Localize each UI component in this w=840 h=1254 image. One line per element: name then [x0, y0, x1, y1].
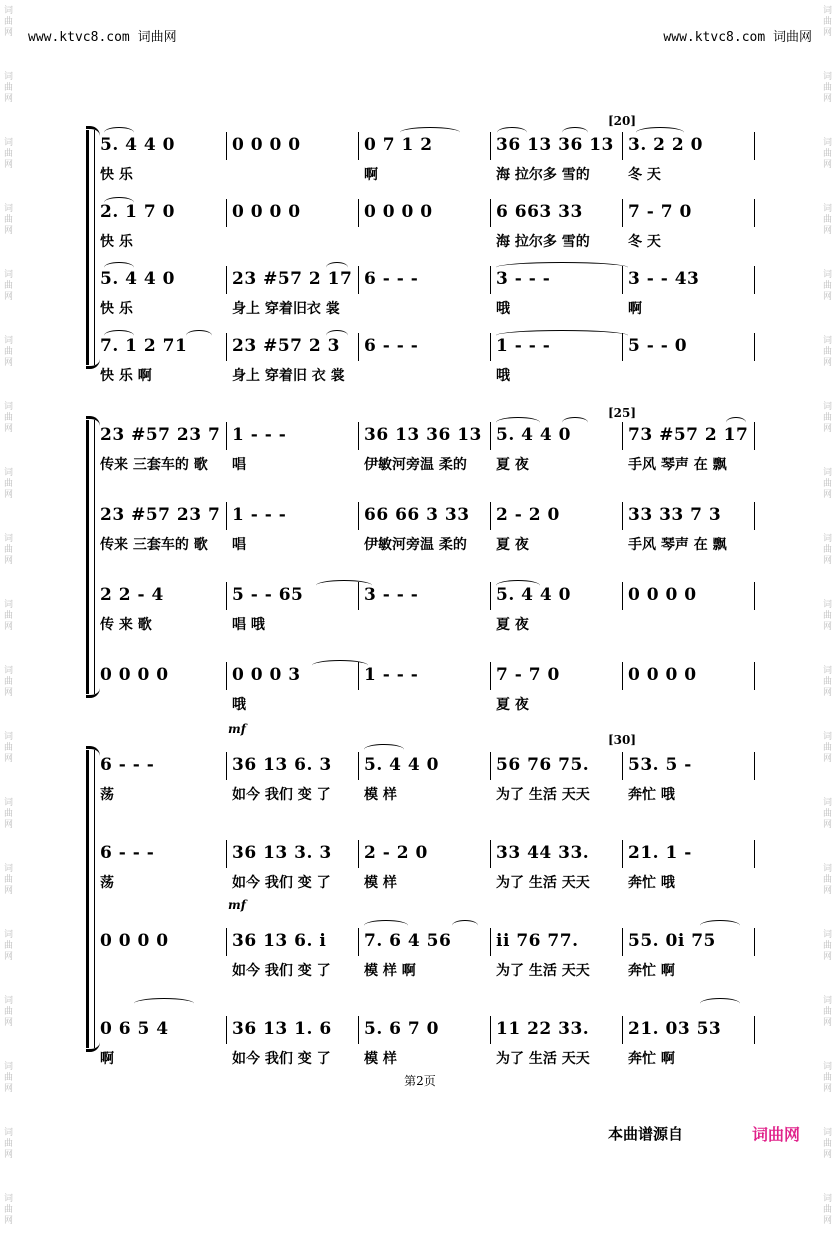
- lyric-text: 哦: [232, 697, 246, 713]
- measure: 5. 4 4 0: [496, 425, 571, 445]
- barline: [754, 502, 755, 530]
- staff-part-2: [86, 197, 754, 257]
- lyric-text: 为了 生活 天天: [496, 787, 590, 803]
- lyric-text: 唱: [232, 457, 246, 473]
- slur-mark: [700, 920, 740, 931]
- measure: 53. 5 -: [628, 755, 692, 775]
- lyric-text: 唱: [232, 537, 246, 553]
- watermark-glyph: 词 曲 网: [823, 666, 833, 698]
- measure: 3. 2 2 0: [628, 135, 703, 155]
- lyric-text: 奔忙 啊: [628, 963, 675, 979]
- score-system: [86, 130, 754, 384]
- lyric-text: 荡: [100, 875, 114, 891]
- lyrics-row: [98, 164, 754, 186]
- watermark-glyph: 词 曲 网: [823, 930, 833, 962]
- measure: 21. 03 53: [628, 1019, 722, 1039]
- score-system: [86, 420, 754, 713]
- notation-row: [98, 750, 754, 780]
- measure: 5. 4 4 0: [100, 135, 175, 155]
- lyric-text: 为了 生活 天天: [496, 963, 590, 979]
- barline: [490, 928, 491, 956]
- barline: [226, 1016, 227, 1044]
- slur-mark: [562, 417, 588, 428]
- barline: [754, 266, 755, 294]
- measure: 6 - - -: [364, 269, 419, 289]
- measure: 0 0 0 0: [100, 931, 169, 951]
- notation-row: [98, 580, 754, 610]
- measure: 0 0 0 0: [364, 202, 433, 222]
- watermark-glyph: 词 曲 网: [823, 798, 833, 830]
- watermark-glyph: 词 曲 网: [823, 864, 833, 896]
- barline: [754, 422, 755, 450]
- watermark-glyph: 词 曲 网: [4, 666, 14, 698]
- lyrics-row: [98, 534, 754, 556]
- lyric-text: 传来 三套车的 歌: [100, 457, 208, 473]
- lyric-text: 夏 夜: [496, 537, 529, 553]
- barline: [226, 266, 227, 294]
- notation-row: [98, 1014, 754, 1044]
- dynamic-mf-2: mf: [228, 898, 246, 912]
- barline: [622, 502, 623, 530]
- lyric-text: 啊: [100, 1051, 114, 1067]
- slur-mark: [326, 330, 348, 341]
- lyric-text: 海 拉尔多 雪的: [496, 234, 590, 250]
- measure: 0 0 0 0: [628, 585, 697, 605]
- watermark-glyph: 词 曲 网: [823, 204, 833, 236]
- measure: 0 0 0 0: [232, 135, 301, 155]
- measure: 36 13 1. 6: [232, 1019, 332, 1039]
- barline: [754, 752, 755, 780]
- staff-part-3: [86, 926, 754, 986]
- measure: 33 33 7 3: [628, 505, 722, 525]
- lyric-text: 快 乐: [100, 234, 133, 250]
- lyric-text: 奔忙 啊: [628, 1051, 675, 1067]
- lyrics-row: [98, 454, 754, 476]
- lyric-text: 奔忙 哦: [628, 787, 675, 803]
- measure: 5. 6 7 0: [364, 1019, 439, 1039]
- watermark-glyph: 词 曲 网: [823, 138, 833, 170]
- watermark-glyph: 词 曲 网: [823, 402, 833, 434]
- slur-mark: [562, 127, 588, 138]
- page-number: 第2页: [404, 1074, 436, 1088]
- watermark-glyph: 词 曲 网: [4, 930, 14, 962]
- barline: [490, 422, 491, 450]
- barline: [622, 928, 623, 956]
- lyrics-row: [98, 694, 754, 716]
- lyric-text: 手风 琴声 在 飘: [628, 457, 727, 473]
- notation-row: [98, 197, 754, 227]
- lyric-text: 伊敏河旁温 柔的: [364, 457, 467, 473]
- barline: [490, 502, 491, 530]
- barline: [358, 422, 359, 450]
- measure: 1 - - -: [364, 665, 419, 685]
- barline: [490, 752, 491, 780]
- rehearsal-mark-30: [30]: [608, 733, 637, 747]
- measure: 2 2 - 4: [100, 585, 164, 605]
- slur-mark: [364, 920, 408, 931]
- watermark-glyph: 词 曲 网: [823, 72, 833, 104]
- slur-mark: [452, 920, 478, 931]
- notation-row: [98, 264, 754, 294]
- lyrics-row: [98, 614, 754, 636]
- watermark-glyph: 词 曲 网: [823, 1128, 833, 1160]
- staff-part-3: [86, 580, 754, 640]
- barline: [358, 752, 359, 780]
- slur-mark: [312, 660, 368, 671]
- footer-site-link[interactable]: 词曲网: [752, 1125, 801, 1144]
- slur-mark: [104, 262, 134, 273]
- slur-mark: [400, 127, 460, 138]
- watermark-glyph: 词 曲 网: [823, 336, 833, 368]
- slur-mark: [364, 744, 404, 755]
- measure: 23 #57 2 17: [232, 269, 353, 289]
- lyric-text: 手风 琴声 在 飘: [628, 537, 727, 553]
- slur-mark: [104, 330, 134, 341]
- slur-mark: [700, 998, 740, 1009]
- watermark-glyph: 词 曲 网: [823, 270, 833, 302]
- measure: 7 - 7 0: [628, 202, 692, 222]
- lyric-text: 传来 三套车的 歌: [100, 537, 208, 553]
- measure: 3 - - -: [496, 269, 551, 289]
- measure: 5. 4 4 0: [364, 755, 439, 775]
- slur-mark: [496, 262, 628, 273]
- lyric-text: 冬 天: [628, 167, 661, 183]
- lyric-text: 模 样 啊: [364, 963, 416, 979]
- lyric-text: 如今 我们 变 了: [232, 787, 331, 803]
- barline: [358, 333, 359, 361]
- barline: [754, 928, 755, 956]
- footer-source-label: 本曲谱源自: [608, 1125, 684, 1143]
- staff-part-4: [86, 1014, 754, 1074]
- watermark-glyph: 词 曲 网: [4, 204, 14, 236]
- lyrics-row: [98, 784, 754, 806]
- lyrics-row: [98, 231, 754, 253]
- lyric-text: 奔忙 哦: [628, 875, 675, 891]
- lyric-text: 传 来 歌: [100, 617, 152, 633]
- notation-row: [98, 420, 754, 450]
- measure: 7. 6 4 56: [364, 931, 452, 951]
- watermark-glyph: 词 曲 网: [4, 138, 14, 170]
- lyric-text: 为了 生活 天天: [496, 1051, 590, 1067]
- measure: 0 0 0 0: [232, 202, 301, 222]
- barline: [622, 422, 623, 450]
- measure: 5 - - 0: [628, 336, 688, 356]
- slur-mark: [496, 580, 540, 591]
- watermark-glyph: 词 曲 网: [823, 600, 833, 632]
- measure: 36 13 6. i: [232, 931, 327, 951]
- slur-mark: [496, 330, 628, 341]
- rehearsal-mark-25: [25]: [608, 406, 637, 420]
- measure: 5. 4 4 0: [100, 269, 175, 289]
- barline: [490, 333, 491, 361]
- barline: [226, 132, 227, 160]
- watermark-glyph: 词 曲 网: [4, 1194, 14, 1226]
- lyric-text: 哦: [496, 301, 510, 317]
- measure: 7. 1 2 71: [100, 336, 188, 356]
- slur-mark: [134, 998, 194, 1009]
- measure: 6 - - -: [364, 336, 419, 356]
- barline: [490, 582, 491, 610]
- staff-part-4: [86, 660, 754, 720]
- slur-mark: [496, 417, 540, 428]
- watermark-glyph: 词 曲 网: [4, 732, 14, 764]
- slur-mark: [636, 127, 684, 138]
- barline: [226, 752, 227, 780]
- watermark-glyph: 词 曲 网: [823, 996, 833, 1028]
- barline: [358, 928, 359, 956]
- barline: [358, 266, 359, 294]
- watermark-glyph: 词 曲 网: [4, 6, 14, 38]
- lyric-text: 如今 我们 变 了: [232, 1051, 331, 1067]
- measure: 5. 4 4 0: [496, 585, 571, 605]
- watermark-right: [823, 0, 837, 1254]
- measure: 6 663 33: [496, 202, 583, 222]
- measure: 2 - 2 0: [364, 843, 428, 863]
- measure: 73 #57 2 17: [628, 425, 749, 445]
- measure: 0 0 0 0: [628, 665, 697, 685]
- measure: 6 - - -: [100, 755, 155, 775]
- measure: 23 #57 23 7: [100, 425, 221, 445]
- barline: [754, 840, 755, 868]
- lyrics-row: [98, 872, 754, 894]
- barline: [490, 840, 491, 868]
- lyric-text: 夏 夜: [496, 697, 529, 713]
- slur-mark: [497, 127, 527, 138]
- measure: 66 66 3 33: [364, 505, 470, 525]
- measure: 36 13 36 13: [496, 135, 614, 155]
- barline: [226, 199, 227, 227]
- staff-part-1: [86, 420, 754, 480]
- staff-part-1: [86, 130, 754, 190]
- staff-part-2: [86, 500, 754, 560]
- measure: 7 - 7 0: [496, 665, 560, 685]
- measure: 36 13 36 13: [364, 425, 482, 445]
- barline: [754, 333, 755, 361]
- measure: ii 76 77.: [496, 931, 579, 951]
- barline: [226, 662, 227, 690]
- header-url-left[interactable]: www.ktvc8.com 词曲网: [28, 30, 177, 45]
- measure: 6 - - -: [100, 843, 155, 863]
- barline: [754, 662, 755, 690]
- measure: 3 - - -: [364, 585, 419, 605]
- lyric-text: 唱 哦: [232, 617, 265, 633]
- watermark-glyph: 词 曲 网: [4, 72, 14, 104]
- lyric-text: 模 样: [364, 875, 397, 891]
- barline: [622, 199, 623, 227]
- barline: [622, 752, 623, 780]
- barline: [226, 333, 227, 361]
- measure: 0 6 5 4: [100, 1019, 169, 1039]
- measure: 56 76 75.: [496, 755, 590, 775]
- measure: 1 - - -: [232, 425, 287, 445]
- watermark-glyph: 词 曲 网: [4, 534, 14, 566]
- measure: 5 - - 65: [232, 585, 304, 605]
- lyrics-row: [98, 1048, 754, 1070]
- watermark-glyph: 词 曲 网: [4, 402, 14, 434]
- barline: [622, 1016, 623, 1044]
- watermark-glyph: 词 曲 网: [4, 270, 14, 302]
- notation-row: [98, 838, 754, 868]
- barline: [754, 199, 755, 227]
- watermark-glyph: 词 曲 网: [4, 468, 14, 500]
- watermark-glyph: 词 曲 网: [823, 1194, 833, 1226]
- slur-mark: [104, 127, 134, 138]
- lyric-text: 海 拉尔多 雪的: [496, 167, 590, 183]
- lyric-text: 伊敏河旁温 柔的: [364, 537, 467, 553]
- lyric-text: 冬 天: [628, 234, 661, 250]
- lyric-text: 为了 生活 天天: [496, 875, 590, 891]
- measure: 33 44 33.: [496, 843, 590, 863]
- measure: 36 13 3. 3: [232, 843, 332, 863]
- barline: [226, 928, 227, 956]
- lyric-text: 模 样: [364, 1051, 397, 1067]
- measure: 2. 1 7 0: [100, 202, 175, 222]
- barline: [754, 1016, 755, 1044]
- barline: [490, 266, 491, 294]
- lyric-text: 哦: [496, 368, 510, 384]
- lyric-text: 啊: [364, 167, 378, 183]
- lyric-text: 夏 夜: [496, 457, 529, 473]
- lyrics-row: [98, 298, 754, 320]
- lyric-text: 如今 我们 变 了: [232, 963, 331, 979]
- measure: 1 - - -: [496, 336, 551, 356]
- lyric-text: 身上 穿着旧 衣 裳: [232, 368, 345, 384]
- notation-row: [98, 660, 754, 690]
- measure: 11 22 33.: [496, 1019, 590, 1039]
- staff-part-1: [86, 750, 754, 810]
- barline: [226, 840, 227, 868]
- lyrics-row: [98, 960, 754, 982]
- lyric-text: 夏 夜: [496, 617, 529, 633]
- watermark-glyph: 词 曲 网: [4, 336, 14, 368]
- measure: 36 13 6. 3: [232, 755, 332, 775]
- header-url-right[interactable]: www.ktvc8.com 词曲网: [663, 30, 812, 45]
- barline: [490, 132, 491, 160]
- dynamic-mf-1: mf: [228, 722, 246, 736]
- watermark-glyph: 词 曲 网: [4, 1128, 14, 1160]
- lyric-text: 啊: [628, 301, 642, 317]
- lyric-text: 快 乐: [100, 301, 133, 317]
- barline: [358, 1016, 359, 1044]
- rehearsal-mark-20: [20]: [608, 114, 637, 128]
- slur-mark: [316, 580, 372, 591]
- measure: 2 - 2 0: [496, 505, 560, 525]
- watermark-glyph: 词 曲 网: [823, 6, 833, 38]
- measure: 55. 0i 75: [628, 931, 716, 951]
- staff-part-3: [86, 264, 754, 324]
- measure: 0 0 0 3: [232, 665, 301, 685]
- watermark-glyph: 词 曲 网: [823, 1062, 833, 1094]
- measure: 23 #57 23 7: [100, 505, 221, 525]
- lyric-text: 模 样: [364, 787, 397, 803]
- barline: [490, 1016, 491, 1044]
- measure: 1 - - -: [232, 505, 287, 525]
- barline: [622, 840, 623, 868]
- barline: [490, 199, 491, 227]
- staff-part-2: [86, 838, 754, 898]
- lyric-text: 身上 穿着旧衣 裳: [232, 301, 340, 317]
- barline: [622, 662, 623, 690]
- slur-mark: [726, 417, 746, 428]
- measure: 0 0 0 0: [100, 665, 169, 685]
- measure: 23 #57 2 3: [232, 336, 340, 356]
- watermark-glyph: 词 曲 网: [4, 600, 14, 632]
- watermark-glyph: 词 曲 网: [823, 468, 833, 500]
- barline: [622, 132, 623, 160]
- slur-mark: [326, 262, 348, 273]
- lyric-text: 如今 我们 变 了: [232, 875, 331, 891]
- watermark-glyph: 词 曲 网: [4, 798, 14, 830]
- barline: [358, 502, 359, 530]
- barline: [358, 132, 359, 160]
- lyric-text: 快 乐: [100, 167, 133, 183]
- barline: [754, 132, 755, 160]
- watermark-glyph: 词 曲 网: [4, 1062, 14, 1094]
- watermark-left: [4, 0, 18, 1254]
- measure: 21. 1 -: [628, 843, 692, 863]
- notation-row: [98, 926, 754, 956]
- slur-mark: [104, 197, 134, 208]
- measure: 0 7 1 2: [364, 135, 433, 155]
- barline: [226, 422, 227, 450]
- watermark-glyph: 词 曲 网: [823, 534, 833, 566]
- lyric-text: 荡: [100, 787, 114, 803]
- lyrics-row: [98, 365, 754, 387]
- barline: [226, 502, 227, 530]
- barline: [358, 840, 359, 868]
- watermark-glyph: 词 曲 网: [823, 732, 833, 764]
- lyric-text: 快 乐 啊: [100, 368, 152, 384]
- barline: [358, 199, 359, 227]
- barline: [754, 582, 755, 610]
- notation-row: [98, 500, 754, 530]
- barline: [490, 662, 491, 690]
- watermark-glyph: 词 曲 网: [4, 864, 14, 896]
- barline: [622, 582, 623, 610]
- measure: 3 - - 43: [628, 269, 700, 289]
- slur-mark: [186, 330, 212, 341]
- barline: [226, 582, 227, 610]
- watermark-glyph: 词 曲 网: [4, 996, 14, 1028]
